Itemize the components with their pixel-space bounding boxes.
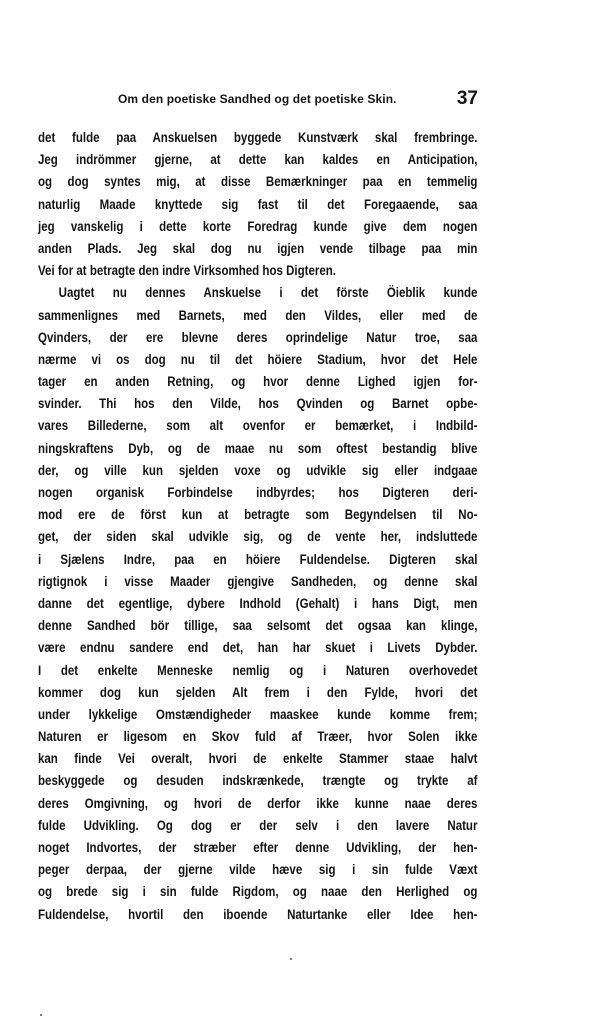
- text-line: Qvinders, der ere blevne deres oprindelige Natur troe, saa: [38, 329, 478, 345]
- text-line: danne det egentlige, dybere Indhold (Gehalt) i hans Digt, men: [38, 595, 478, 611]
- text-line: under lykkelige Omstændigheder maaskee kunde komme frem;: [38, 706, 478, 722]
- text-line: kan finde Vei overalt, hvori de enkelte Stammer staae halvt: [38, 751, 478, 767]
- scan-speck: [40, 1014, 42, 1016]
- text-line: ningskraftens Dyb, og de maae nu som oftest bestandig blive: [38, 440, 478, 456]
- text-line: og dog syntes mig, at disse Bemærkninger paa en temmelig: [38, 174, 478, 190]
- text-line: naturlig Maade knyttede sig fast til det Foregaaende, saa: [38, 196, 478, 212]
- text-line: fulde Udvikling. Og dog er der selv i den lavere Natur: [38, 817, 478, 833]
- text-line: noget Indvortes, der stræber efter denne Udvikling, der hen-: [38, 840, 478, 855]
- text-line: Fuldendelse, hvortil den iboende Naturtanke eller Idee hen-: [38, 906, 478, 922]
- text-line: Vei for at betragte den indre Virksomhed hos Digteren.: [38, 263, 337, 279]
- text-line: denne Sandhed bör tillige, saa selsomt det ogsaa kan klinge,: [38, 618, 478, 634]
- text-line: nærme vi os dog nu til det höiere Stadium, hvor det Hele: [38, 351, 478, 367]
- text-line: nogen organisk Forbindelse indbyrdes; hos Digteren deri-: [38, 485, 478, 500]
- text-line: Uagtet nu dennes Anskuelse i det förste Öieblik kunde: [58, 285, 478, 301]
- text-line: anden Plads. Jeg skal dog nu igjen vende tilbage paa min: [38, 240, 478, 256]
- scan-speck: [290, 958, 292, 960]
- text-line: jeg vanskelig i dette korte Foredrag kunde give dem nogen: [38, 218, 478, 234]
- text-line: være endnu sandere end det, han har skuet i Livets Dybder.: [38, 640, 478, 656]
- text-line: mod ere de först kun at betragte som Begyndelsen til No-: [38, 507, 478, 523]
- text-line: beskyggede og desuden indskrænkede, trængte og trykte af: [38, 773, 478, 789]
- text-line: Naturen er ligesom en Skov fuld af Træer, hvor Solen ikke: [38, 729, 478, 745]
- running-head: [38, 88, 478, 112]
- text-line: rigtignok i visse Maader gjengive Sandheden, og denne skal: [38, 573, 478, 589]
- text-line: og brede sig i sin fulde Rigdom, og naae den Herlighed og: [38, 884, 478, 900]
- text-line: kommer dog kun sjelden Alt frem i den Fylde, hvori det: [38, 684, 478, 700]
- text-line: Jeg indrömmer gjerne, at dette kan kaldes en Anticipation,: [38, 152, 478, 168]
- text-line: deres Omgivning, og hvori de derfor ikke kunne naae deres: [38, 795, 478, 811]
- running-title: Om den poetiske Sandhed og det poetiske Skin.: [118, 92, 397, 106]
- text-line: peger derpaa, der gjerne vilde hæve sig i sin fulde Væxt: [38, 862, 478, 878]
- text-line: vares Billederne, som alt ovenfor er bemærket, i Indbild-: [38, 418, 478, 434]
- page-number: 37: [456, 88, 478, 109]
- text-line: der, og ville kun sjelden voxe og udvikle sig eller indgaae: [38, 462, 478, 478]
- text-line: sammenlignes med Barnets, med den Vildes, eller med de: [38, 307, 478, 323]
- text-line: get, der siden skal udvikle sig, og de vente her, indsluttede: [38, 529, 478, 545]
- text-line: I det enkelte Menneske nemlig og i Naturen overhovedet: [38, 662, 478, 678]
- text-line: i Sjælens Indre, paa en höiere Fuldendelse. Digteren skal: [38, 551, 478, 567]
- text-line: svinder. Thi hos den Vilde, hos Qvinden og Barnet opbe-: [38, 396, 478, 412]
- body-text: [38, 127, 478, 926]
- text-line: det fulde paa Anskuelsen byggede Kunstværk skal frembringe.: [38, 130, 478, 145]
- text-line: tager en anden Retning, og hvor denne Lighed igjen for-: [38, 374, 478, 390]
